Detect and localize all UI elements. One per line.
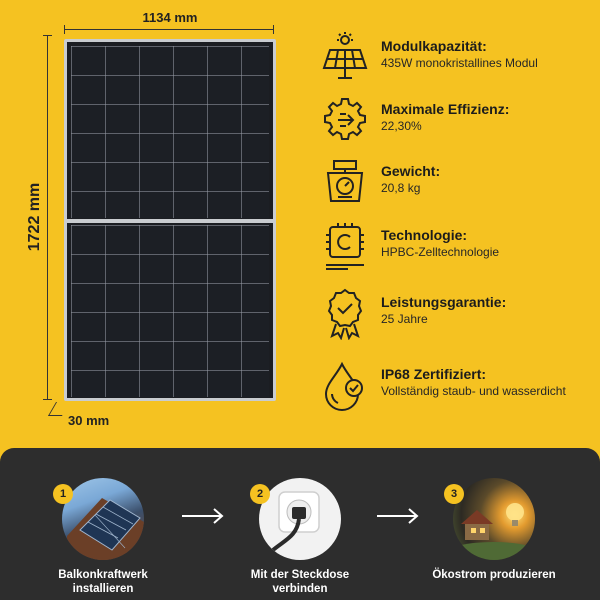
feature-module-capacity xyxy=(316,30,596,90)
solar-roof-photo xyxy=(62,478,144,560)
power-socket-photo xyxy=(259,478,341,560)
solar-panel-icon xyxy=(318,30,372,84)
feature-title: Maximale Effizienz: xyxy=(381,101,510,117)
step-number-badge: 3 xyxy=(444,484,464,504)
step-number-badge: 2 xyxy=(250,484,270,504)
installation-steps-band xyxy=(0,448,600,600)
feature-performance-guarantee xyxy=(316,286,596,346)
step-number-badge: 1 xyxy=(53,484,73,504)
height-dimension-label: 1722 mm xyxy=(26,182,43,252)
feature-max-efficiency xyxy=(316,93,596,153)
step-install xyxy=(33,478,173,598)
feature-ip68 xyxy=(316,358,596,418)
feature-value: HPBC-Zelltechnologie xyxy=(381,245,500,259)
width-dimension-label: 1134 mm xyxy=(142,10,198,25)
step-connect xyxy=(230,478,370,598)
step-label: Mit der Steckdose verbinden xyxy=(250,569,350,595)
arrow-right-icon xyxy=(375,506,421,526)
feature-title: IP68 Zertifiziert: xyxy=(381,366,487,382)
solar-panel-upper-cells xyxy=(71,46,269,218)
feature-title: Gewicht: xyxy=(381,163,441,179)
feature-weight xyxy=(316,155,596,215)
width-dimension-line xyxy=(64,29,274,30)
feature-value: Vollständig staub- und wasserdicht xyxy=(381,384,566,398)
guarantee-badge-icon xyxy=(318,286,372,340)
scale-icon xyxy=(318,155,372,209)
house-lightbulb-photo xyxy=(453,478,535,560)
feature-title: Modulkapazität: xyxy=(381,38,487,54)
depth-dimension-label: 30 mm xyxy=(68,413,110,428)
feature-technology xyxy=(316,219,596,279)
step-produce xyxy=(424,478,564,598)
water-drop-icon xyxy=(318,358,372,412)
depth-dimension-line xyxy=(48,402,70,416)
efficiency-gear-icon xyxy=(318,93,372,147)
step-label: Ökostrom produzieren xyxy=(432,569,556,581)
solar-panel-image xyxy=(64,39,276,401)
feature-title: Technologie: xyxy=(381,227,468,243)
step-label: Balkonkraftwerk installieren xyxy=(58,569,148,595)
feature-value: 20,8 kg xyxy=(381,181,421,195)
arrow-right-icon xyxy=(180,506,226,526)
solar-panel-lower-cells xyxy=(71,225,269,397)
feature-title: Leistungsgarantie: xyxy=(381,294,507,310)
feature-value: 435W monokristallines Modul xyxy=(381,56,538,70)
technology-chip-icon xyxy=(318,219,372,273)
height-dimension-line xyxy=(47,35,48,400)
feature-value: 22,30% xyxy=(381,119,422,133)
feature-value: 25 Jahre xyxy=(381,312,428,326)
solar-panel-divider xyxy=(67,219,273,223)
